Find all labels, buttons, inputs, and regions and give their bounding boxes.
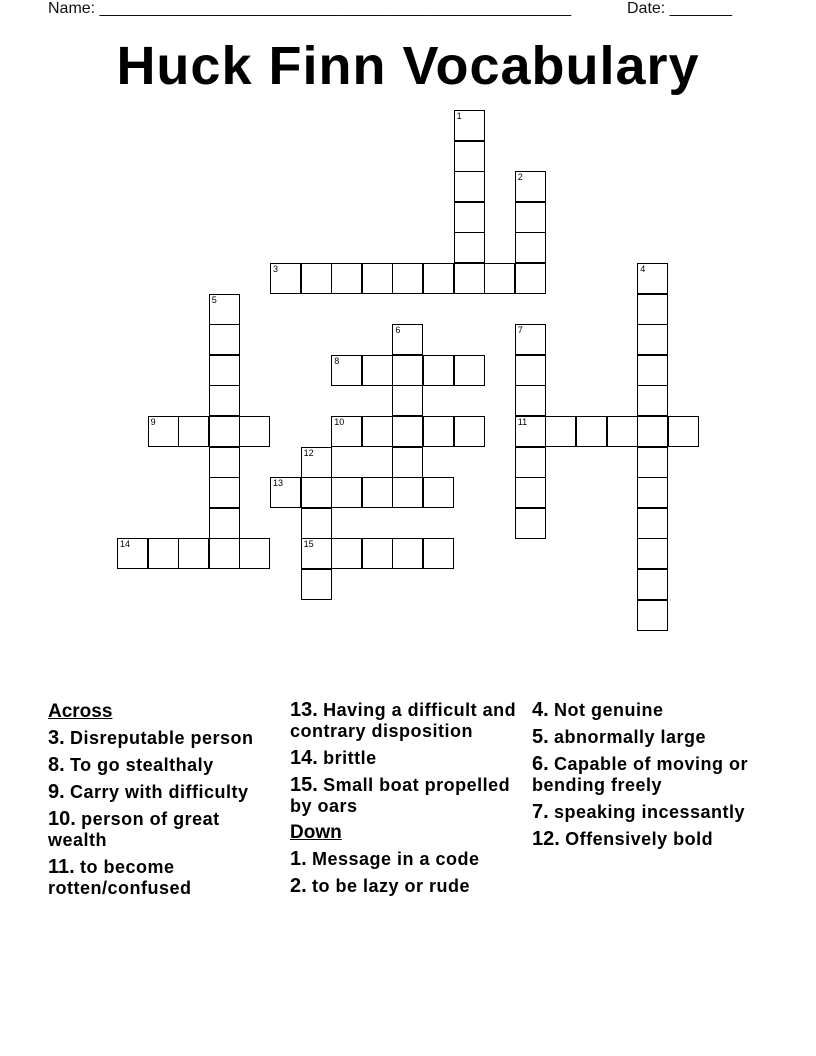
crossword-cell[interactable] bbox=[392, 447, 423, 478]
clue-text: Not genuine bbox=[553, 700, 664, 720]
cell-number: 14 bbox=[120, 539, 131, 550]
clue-number: 2. bbox=[290, 875, 307, 897]
clue-across-9 bbox=[48, 782, 278, 803]
crossword-cell[interactable] bbox=[637, 477, 668, 508]
crossword-cell[interactable] bbox=[392, 538, 423, 569]
crossword-cell[interactable] bbox=[301, 477, 332, 508]
crossword-cell[interactable] bbox=[362, 263, 393, 294]
crossword-cell[interactable] bbox=[209, 294, 240, 325]
cell-number: 1 bbox=[456, 111, 462, 121]
crossword-cell[interactable] bbox=[423, 263, 454, 294]
crossword-cell[interactable] bbox=[637, 385, 668, 416]
crossword-cell[interactable] bbox=[454, 416, 485, 447]
clue-text: brittle bbox=[323, 748, 377, 768]
crossword-cell[interactable] bbox=[239, 416, 270, 447]
clue-column-2 bbox=[290, 700, 525, 903]
crossword-cell[interactable] bbox=[637, 538, 668, 569]
crossword-cell[interactable] bbox=[362, 416, 393, 447]
clue-number: 1. bbox=[290, 848, 307, 870]
crossword-cell[interactable] bbox=[607, 416, 638, 447]
crossword-cell[interactable] bbox=[209, 508, 240, 539]
crossword-cell[interactable] bbox=[178, 538, 209, 569]
cell-number: 2 bbox=[517, 172, 523, 183]
crossword-cell[interactable] bbox=[301, 508, 332, 539]
cell-number: 11 bbox=[517, 417, 528, 427]
clue-text: Capable of moving or bending freely bbox=[532, 754, 748, 795]
clue-number: 9. bbox=[48, 781, 65, 803]
clue-text: Disreputable person bbox=[69, 728, 254, 748]
crossword-cell[interactable] bbox=[362, 477, 393, 508]
crossword-cell[interactable] bbox=[637, 416, 668, 447]
clue-down-12 bbox=[532, 829, 772, 850]
clue-across-8 bbox=[48, 755, 278, 776]
clue-number: 13. bbox=[290, 699, 318, 721]
crossword-cell[interactable] bbox=[454, 202, 485, 233]
crossword-cell[interactable] bbox=[637, 294, 668, 325]
crossword-cell[interactable] bbox=[148, 416, 179, 447]
crossword-cell[interactable] bbox=[515, 202, 546, 233]
crossword-cell[interactable] bbox=[392, 263, 423, 294]
clue-across-3 bbox=[48, 728, 278, 749]
clue-number: 8. bbox=[48, 754, 65, 776]
cell-number: 15 bbox=[303, 539, 314, 550]
cell-number: 10 bbox=[334, 417, 345, 427]
clue-text: Small boat propelled by oars bbox=[290, 775, 511, 816]
clue-number: 5. bbox=[532, 726, 549, 748]
crossword-cell[interactable] bbox=[301, 447, 332, 478]
clue-across-15 bbox=[290, 775, 525, 817]
crossword-cell[interactable] bbox=[515, 324, 546, 355]
crossword-cell[interactable] bbox=[392, 477, 423, 508]
clue-across-14 bbox=[290, 748, 525, 769]
clue-text: person of great wealth bbox=[48, 809, 220, 850]
clue-text: speaking incessantly bbox=[553, 802, 746, 822]
crossword-cell[interactable] bbox=[637, 324, 668, 355]
crossword-cell[interactable] bbox=[484, 263, 515, 294]
crossword-cell[interactable] bbox=[362, 538, 393, 569]
clue-across-11 bbox=[48, 857, 278, 899]
cell-number: 3 bbox=[273, 264, 279, 274]
cell-number: 7 bbox=[517, 325, 523, 336]
clue-down-5 bbox=[532, 727, 772, 748]
crossword-cell[interactable] bbox=[301, 538, 332, 569]
crossword-cell[interactable] bbox=[515, 447, 546, 478]
crossword-cell[interactable] bbox=[301, 569, 332, 600]
crossword-cell[interactable] bbox=[423, 477, 454, 508]
crossword-cell[interactable] bbox=[209, 416, 240, 447]
cell-number: 4 bbox=[640, 264, 646, 274]
clue-text: to be lazy or rude bbox=[311, 876, 470, 896]
crossword-cell[interactable] bbox=[637, 263, 668, 294]
crossword-cell[interactable] bbox=[515, 171, 546, 202]
crossword-cell[interactable] bbox=[515, 477, 546, 508]
crossword-cell[interactable] bbox=[392, 416, 423, 447]
crossword-cell[interactable] bbox=[301, 263, 332, 294]
clue-number: 12. bbox=[532, 828, 560, 850]
crossword-cell[interactable] bbox=[331, 477, 362, 508]
crossword-cell[interactable] bbox=[515, 263, 546, 294]
cell-number: 5 bbox=[211, 294, 217, 305]
crossword-cell[interactable] bbox=[362, 355, 393, 386]
crossword-cell[interactable] bbox=[178, 416, 209, 447]
clue-across-10 bbox=[48, 809, 278, 851]
crossword-cell[interactable] bbox=[270, 477, 301, 508]
cell-number: 13 bbox=[273, 478, 284, 489]
crossword-cell[interactable] bbox=[515, 416, 546, 447]
date-line: Date: _______ bbox=[627, 0, 732, 17]
clue-down-6 bbox=[532, 754, 772, 796]
crossword-cell[interactable] bbox=[454, 110, 485, 141]
crossword-cell[interactable] bbox=[454, 171, 485, 202]
crossword-cell[interactable] bbox=[117, 538, 148, 569]
crossword-cell[interactable] bbox=[637, 508, 668, 539]
crossword-cell[interactable] bbox=[392, 385, 423, 416]
crossword-cell[interactable] bbox=[515, 385, 546, 416]
crossword-cell[interactable] bbox=[454, 263, 485, 294]
crossword-cell[interactable] bbox=[545, 416, 576, 447]
clue-number: 15. bbox=[290, 774, 318, 796]
clue-text: to become rotten/confused bbox=[48, 857, 192, 898]
clue-across-13 bbox=[290, 700, 525, 742]
cell-number: 8 bbox=[334, 355, 340, 366]
clue-number: 4. bbox=[532, 699, 549, 721]
crossword-cell[interactable] bbox=[331, 355, 362, 386]
clue-down-4 bbox=[532, 700, 772, 721]
crossword-cell[interactable] bbox=[423, 538, 454, 569]
crossword-cell[interactable] bbox=[454, 355, 485, 386]
crossword-cell[interactable] bbox=[148, 538, 179, 569]
crossword-cell[interactable] bbox=[209, 447, 240, 478]
crossword-cell[interactable] bbox=[331, 538, 362, 569]
clue-down-7 bbox=[532, 802, 772, 823]
clue-text: To go stealthaly bbox=[69, 755, 214, 775]
clue-down-2 bbox=[290, 876, 525, 897]
clue-column-1 bbox=[48, 700, 278, 905]
crossword-cell[interactable] bbox=[637, 569, 668, 600]
crossword-cell[interactable] bbox=[392, 324, 423, 355]
clue-number: 14. bbox=[290, 747, 318, 769]
crossword-cell[interactable] bbox=[239, 538, 270, 569]
clue-text: Offensively bold bbox=[565, 829, 714, 849]
down-heading: Down bbox=[290, 822, 342, 843]
crossword-cell[interactable] bbox=[637, 600, 668, 631]
crossword-cell[interactable] bbox=[454, 232, 485, 263]
clue-number: 6. bbox=[532, 753, 549, 775]
clue-number: 7. bbox=[532, 801, 549, 823]
crossword-cell[interactable] bbox=[209, 477, 240, 508]
crossword-cell[interactable] bbox=[668, 416, 699, 447]
cell-number: 6 bbox=[395, 325, 401, 336]
crossword-cell[interactable] bbox=[209, 385, 240, 416]
crossword-cell[interactable] bbox=[209, 538, 240, 569]
cell-number: 9 bbox=[150, 417, 156, 427]
clue-text: Carry with difficulty bbox=[69, 782, 249, 802]
crossword-cell[interactable] bbox=[423, 416, 454, 447]
clue-number: 11. bbox=[48, 856, 75, 878]
name-line: Name: _____________________________________________________ bbox=[48, 0, 572, 17]
crossword-cell[interactable] bbox=[454, 141, 485, 172]
crossword-cell[interactable] bbox=[576, 416, 607, 447]
crossword-cell[interactable] bbox=[331, 416, 362, 447]
crossword-cell[interactable] bbox=[270, 263, 301, 294]
crossword-cell[interactable] bbox=[515, 508, 546, 539]
cell-number: 12 bbox=[303, 447, 314, 458]
crossword-cell[interactable] bbox=[209, 355, 240, 386]
clue-down-1 bbox=[290, 849, 525, 870]
clue-text: Having a difficult and contrary disposition bbox=[290, 700, 517, 741]
clue-number: 10. bbox=[48, 808, 76, 830]
crossword-cell[interactable] bbox=[392, 355, 423, 386]
crossword-cell[interactable] bbox=[637, 355, 668, 386]
page-title: Huck Finn Vocabulary bbox=[116, 36, 700, 96]
clue-text: Message in a code bbox=[311, 849, 480, 869]
clue-column-3 bbox=[532, 700, 772, 856]
clue-text: abnormally large bbox=[553, 727, 707, 747]
crossword-cell[interactable] bbox=[515, 232, 546, 263]
crossword-cell[interactable] bbox=[423, 355, 454, 386]
crossword-cell[interactable] bbox=[637, 447, 668, 478]
crossword-cell[interactable] bbox=[515, 355, 546, 386]
crossword-cell[interactable] bbox=[209, 324, 240, 355]
crossword-cell[interactable] bbox=[331, 263, 362, 294]
across-heading: Across bbox=[48, 701, 113, 722]
clue-number: 3. bbox=[48, 727, 65, 749]
